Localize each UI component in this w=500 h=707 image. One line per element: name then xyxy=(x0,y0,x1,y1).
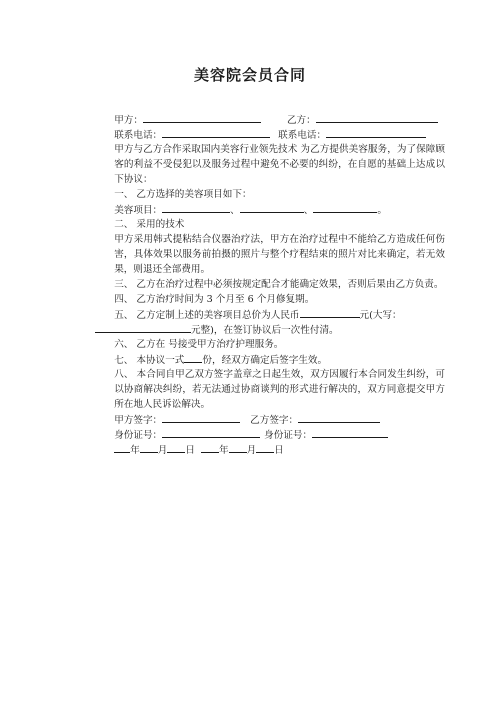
year-b-blank[interactable] xyxy=(201,442,219,453)
day-label: 日 xyxy=(185,445,195,456)
item-5-cont xyxy=(95,322,445,337)
phone-a-blank[interactable] xyxy=(162,127,270,138)
id-line xyxy=(95,427,445,442)
intro-paragraph: 甲方与乙方合作采取国内美容行业领先技术 为乙方提供美容服务，为了保障顾客的利益不受侵犯以及服务过程中避免不必要的纠纷，在自愿的基础上达成以下协议： xyxy=(114,144,445,185)
page-title: 美容院会员合同 xyxy=(193,66,306,84)
project-blank-1[interactable] xyxy=(162,202,230,213)
item-7-text: 七、 本协议一式 xyxy=(114,355,185,366)
project-line xyxy=(95,202,445,217)
sign-b-label: 乙方签字： xyxy=(250,415,299,426)
item-5-text-3: 元整)，在签订协议后一次性付清。 xyxy=(191,325,339,336)
item-5 xyxy=(95,307,445,322)
signature-line xyxy=(95,412,445,427)
price-upper-blank[interactable] xyxy=(95,322,191,333)
id-b-label: 身份证号： xyxy=(264,430,313,441)
year-label: 年 xyxy=(130,445,140,456)
copies-blank[interactable] xyxy=(184,352,202,363)
phone-b-blank[interactable] xyxy=(326,127,426,138)
sign-b-blank[interactable] xyxy=(298,412,380,423)
period: 。 xyxy=(377,205,387,216)
item-2-text: 甲方采用韩式提粘结合仪器治疗法，甲方在治疗过程中不能给乙方造成任何伤害，具体效果以服务前拍摄的照片与整个疗程结束的照片对比来确定，若无效果，则退还全部费用。 xyxy=(114,234,445,275)
party-a-label: 甲方： xyxy=(114,115,143,126)
item-8: 八、 本合同自甲乙双方签字盖章之日起生效，双方因履行本合同发生纠纷，可以协商解决纠纷，若无法通过协商谈判的形式进行解决的，双方同意提交甲方所在地人民诉讼解决。 xyxy=(114,369,445,410)
party-a-blank[interactable] xyxy=(143,112,261,123)
separator: 、 xyxy=(230,205,240,216)
sign-a-label: 甲方签字： xyxy=(114,415,163,426)
date-line xyxy=(95,442,445,457)
price-blank[interactable] xyxy=(300,307,360,318)
year-label: 年 xyxy=(218,445,229,456)
item-7 xyxy=(95,352,445,367)
day-label: 日 xyxy=(274,445,284,456)
project-label: 美容项目： xyxy=(114,205,163,216)
month-label: 月 xyxy=(157,445,168,456)
day-b-blank[interactable] xyxy=(256,442,274,453)
month-b-blank[interactable] xyxy=(229,442,247,453)
item-5-text-2: 元(大写： xyxy=(359,310,402,321)
item-2: 二、 采用的技术 xyxy=(114,219,185,230)
id-a-label: 身份证号： xyxy=(114,430,163,441)
project-blank-2[interactable] xyxy=(240,202,304,213)
id-a-blank[interactable] xyxy=(162,427,260,438)
party-b-blank[interactable] xyxy=(316,112,438,123)
item-4: 四、 乙方治疗时间为 3 个月至 6 个月修复期。 xyxy=(114,294,315,305)
item-7-text-2: 份，经双方确定后签字生效。 xyxy=(202,355,328,366)
separator: 、 xyxy=(303,205,314,216)
party-b-label: 乙方： xyxy=(286,115,316,126)
project-blank-3[interactable] xyxy=(313,202,377,213)
item-6: 六、 乙方在 号接受甲方治疗护理服务。 xyxy=(114,339,284,350)
item-3: 三、 乙方在治疗过程中必须按规定配合才能确定效果，否则后果由乙方负责。 xyxy=(114,279,444,290)
contract-body xyxy=(95,112,445,457)
phone-a-label: 联系电话： xyxy=(114,130,163,141)
month-label: 月 xyxy=(246,445,257,456)
item-1: 一、 乙方选择的美容项目如下： xyxy=(114,189,252,200)
day-a-blank[interactable] xyxy=(167,442,185,453)
phone-b-label: 联系电话： xyxy=(278,130,327,141)
sign-a-blank[interactable] xyxy=(162,412,240,423)
phones-line xyxy=(95,127,445,142)
item-5-text: 五、 乙方定制上述的美容项目总价为人民币 xyxy=(114,310,300,321)
month-a-blank[interactable] xyxy=(140,442,158,453)
parties-line xyxy=(95,112,445,127)
year-a-blank[interactable] xyxy=(114,442,130,453)
id-b-blank[interactable] xyxy=(312,427,388,438)
